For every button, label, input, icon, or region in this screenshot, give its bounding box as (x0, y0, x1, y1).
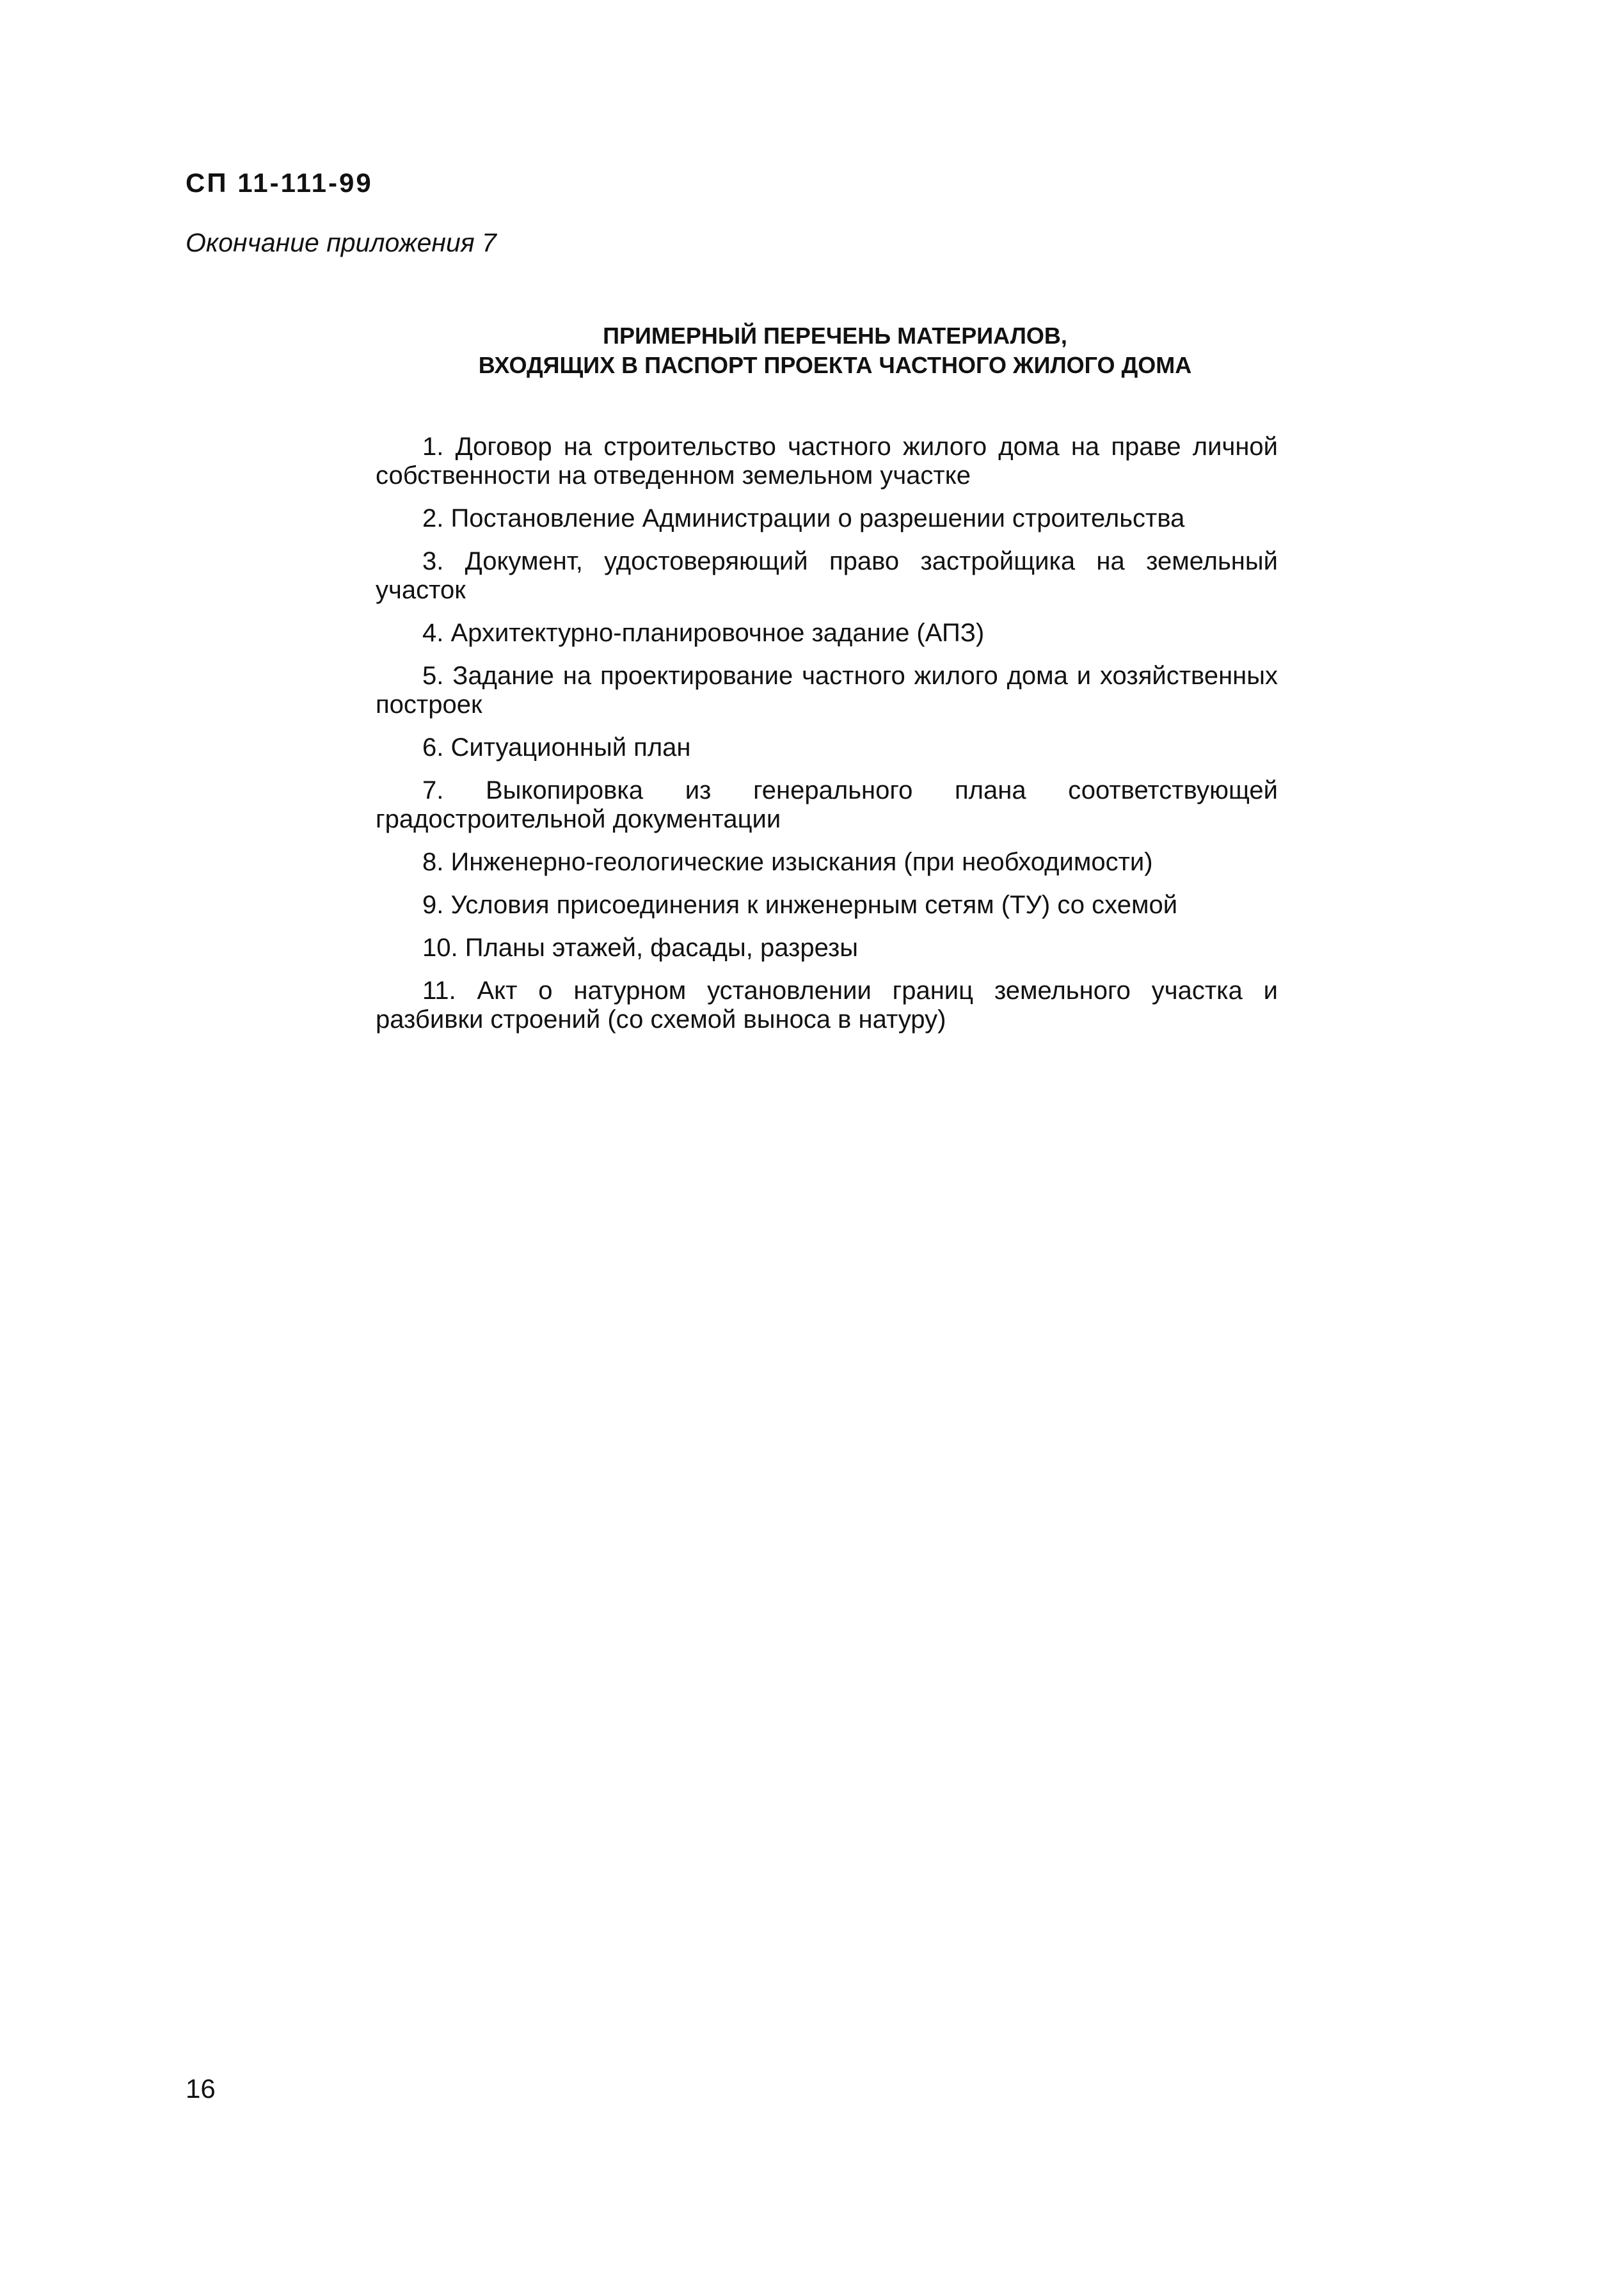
page-number: 16 (186, 2074, 216, 2104)
list-item: 6. Ситуационный план (422, 733, 691, 762)
document-title (186, 321, 1485, 380)
title-line-1: ПРИМЕРНЫЙ ПЕРЕЧЕНЬ МАТЕРИАЛОВ, (603, 323, 1067, 349)
list-item: 4. Архитектурно-планировочное задание (АПЗ) (422, 619, 985, 647)
list-item: 5. Задание на проектирование частного жилого дома и хозяйственных построек (376, 662, 1278, 719)
list-item: 8. Инженерно-геологические изыскания (при необходимости) (422, 848, 1153, 876)
list-item: 10. Планы этажей, фасады, разрезы (422, 934, 859, 962)
list-item: 11. Акт о натурном установлении границ земельного участка и разбивки строений (со схемой выноса в натуру) (376, 977, 1278, 1034)
materials-list (376, 433, 1278, 1048)
document-code: СП 11-111-99 (186, 168, 373, 198)
list-item: 2. Постановление Администрации о разрешении строительства (422, 504, 1185, 532)
title-line-2: ВХОДЯЩИХ В ПАСПОРТ ПРОЕКТА ЧАСТНОГО ЖИЛОГО ДОМА (478, 352, 1192, 378)
appendix-note: Окончание приложения 7 (186, 228, 497, 257)
list-item: 3. Документ, удостоверяющий право застройщика на земельный участок (376, 547, 1278, 604)
list-item: 9. Условия присоединения к инженерным сетям (ТУ) со схемой (422, 891, 1178, 919)
list-item: 1. Договор на строительство частного жилого дома на праве личной собственности на отведенном земельном участке (376, 433, 1278, 490)
list-item: 7. Выкопировка из генерального плана соответствующей градостроительной документации (376, 776, 1278, 833)
